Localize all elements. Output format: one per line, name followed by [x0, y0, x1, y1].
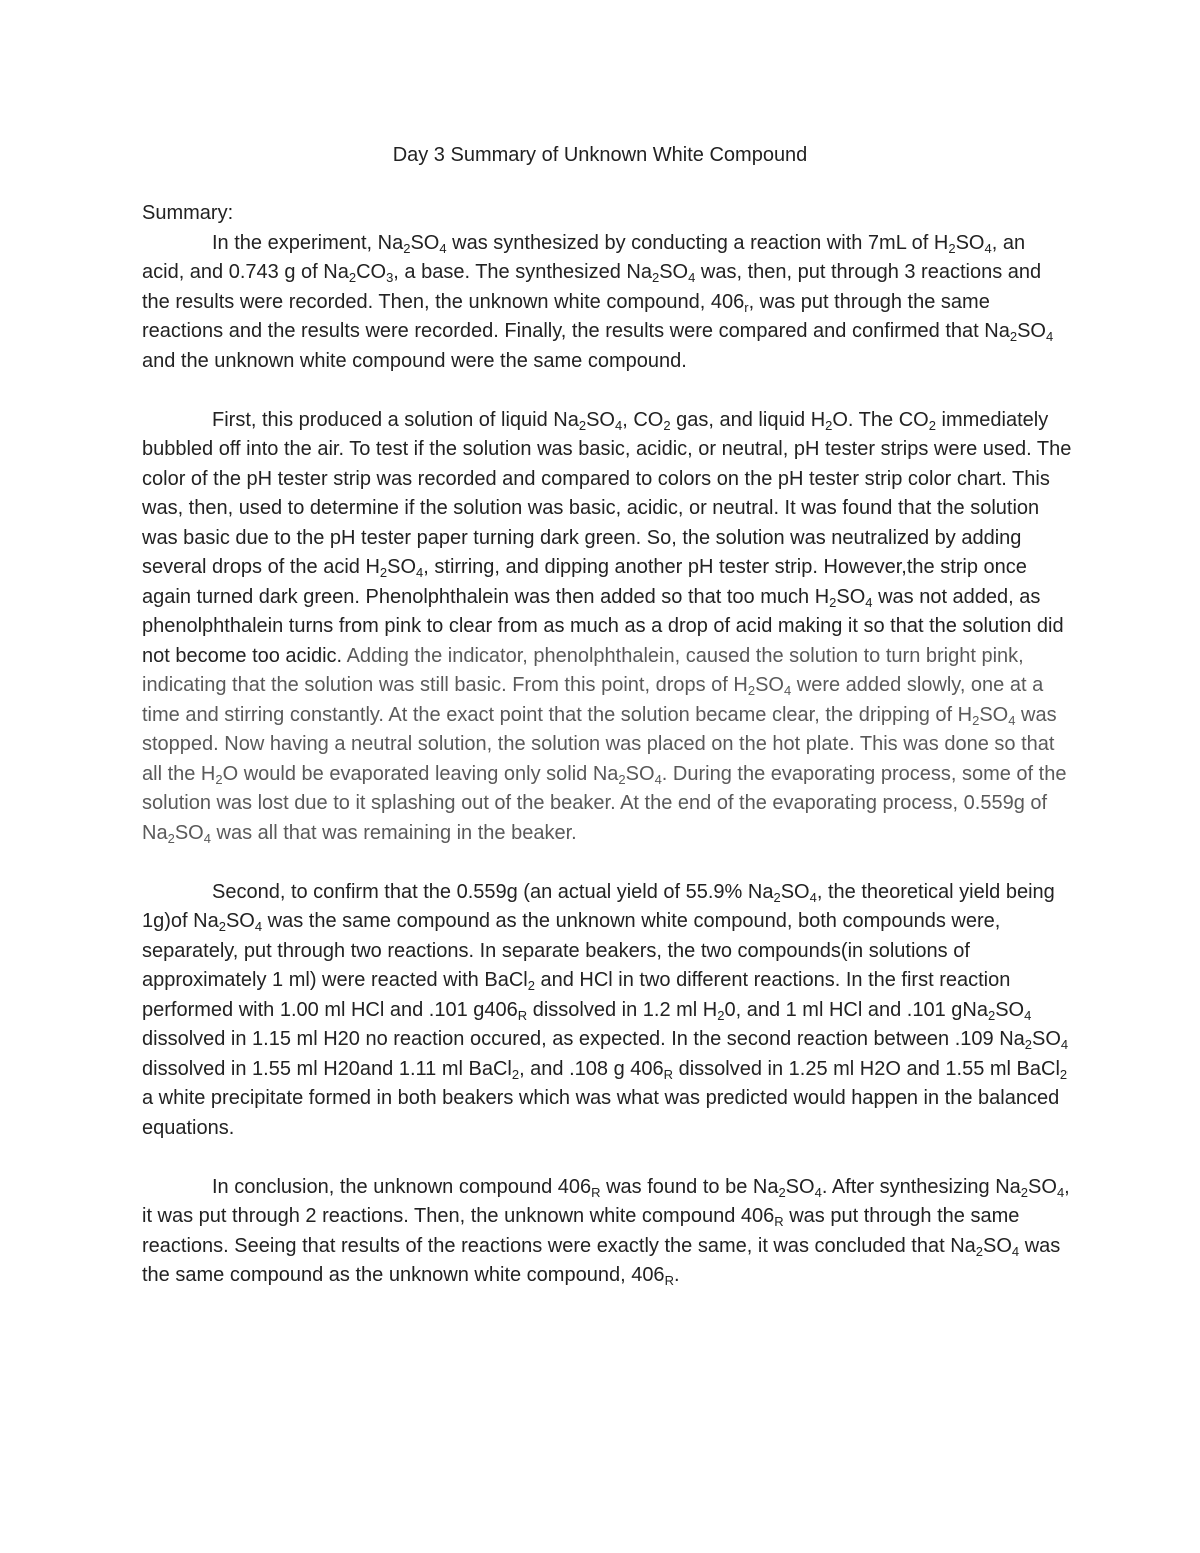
subscript-text: 2 [218, 919, 226, 934]
subscript-text: 2 [972, 712, 980, 728]
paragraph-spacer [142, 1143, 1072, 1173]
paragraph-text: and the unknown white compound were the same compound. [142, 349, 687, 372]
paragraph-text: . [673, 1264, 680, 1286]
subscript-text: 2 [825, 417, 833, 433]
subscript-text: 4 [203, 830, 211, 846]
paragraph-text: , a base. The synthesized Na [393, 261, 652, 283]
subscript-text: 2 [928, 417, 936, 433]
subscript-text: 4 [654, 771, 662, 787]
subscript-text: 2 [829, 594, 837, 610]
paragraph-text: SO [659, 261, 689, 283]
subscript-text: 2 [578, 417, 587, 433]
document-body [142, 199, 1072, 1291]
subscript-text: 2 [167, 830, 175, 846]
document-title: Day 3 Summary of Unknown White Compound [392, 144, 808, 166]
paragraph-text: O would be evaporated leaving only solid Na [222, 762, 619, 785]
paragraph-text: SO [1017, 320, 1046, 342]
subscript-text: 2 [215, 771, 223, 787]
subscript-text: 4 [1045, 329, 1054, 344]
subscript-text: 4 [783, 683, 792, 698]
subscript-text: 4 [809, 889, 817, 905]
subscript-text: 2 [527, 978, 535, 993]
subscript-text: 2 [651, 270, 660, 285]
paragraph-text: 0, and 1 ml HCl and .101 gNa [724, 998, 988, 1021]
subscript-text: 2 [987, 1007, 996, 1023]
paragraph-text: First, this produced a solution of liquid Na [212, 408, 579, 431]
paragraph-text: SO [995, 998, 1025, 1021]
subscript-text: 3 [386, 270, 394, 285]
subscript-text: 2 [618, 771, 626, 787]
paragraph-text: SO [1032, 1028, 1061, 1050]
subscript-text: R [591, 1184, 601, 1200]
paragraph-text: . During the evaporating process, some of the solution was lost due to it splashing out of the beaker. At the end of the evaporating process, 0.559g of Na [142, 762, 1067, 844]
subscript-text: 4 [615, 417, 623, 433]
paragraph-text: , the theoretical yield being 1g)of Na [142, 880, 1055, 932]
subscript-text: 4 [688, 270, 696, 285]
subscript-text: 4 [1056, 1184, 1065, 1200]
subscript-text: 4 [865, 594, 873, 610]
paragraph-text: SO [387, 556, 417, 578]
subscript-text: 2 [773, 889, 781, 905]
paragraph-intro [142, 229, 1072, 377]
subscript-text: 2 [511, 1066, 520, 1082]
paragraph-text: a white precipitate formed in both beakers which was what was predicted would happen in the balanced equations. [142, 1087, 1060, 1139]
paragraph-spacer [142, 848, 1072, 878]
paragraph-text: was synthesized by conducting a reaction with 7mL of H [446, 231, 949, 254]
subscript-text: 2 [717, 1007, 725, 1023]
subscript-text: 4 [1008, 712, 1016, 728]
paragraph-text: dissolved in 1.2 ml H [527, 998, 718, 1021]
paragraph-text: Adding the indicator, phenolphthalein, caused the solution to turn bright pink, indicating that the solution was still basic. From this point, drops of H [142, 644, 1024, 696]
paragraph-text: SO [780, 880, 810, 903]
paragraph-text: dissolved in 1.25 ml H2O and 1.55 ml BaCl [673, 1057, 1060, 1080]
paragraph-spacer [142, 376, 1072, 406]
subscript-text: 2 [348, 270, 357, 285]
paragraph-text: SO [586, 408, 615, 431]
paragraph-text: , CO [622, 408, 664, 431]
paragraph-text: were added slowly, one at a time and stirring constantly. At the exact point that the solution became clear, the dripping of H [142, 674, 1044, 726]
paragraph-text: , stirring, and dipping another pH tester strip. However,the strip once again turned dark green. Phenolphthalein was then added so that too much H [142, 556, 1027, 608]
subscript-text: 2 [403, 240, 411, 256]
subscript-text: R [517, 1007, 528, 1023]
subscript-text: 2 [778, 1184, 786, 1200]
paragraph-text: SO [174, 821, 204, 844]
subscript-text: 2 [1020, 1184, 1029, 1200]
subscript-text: 4 [416, 565, 424, 580]
subscript-text: 4 [1024, 1007, 1032, 1023]
subscript-text: 4 [1011, 1243, 1020, 1259]
paragraph-text: In the experiment, Na [212, 231, 404, 254]
paragraph-text: SO [225, 910, 255, 932]
subscript-text: 4 [1060, 1037, 1069, 1052]
paragraph-conclusion [142, 1173, 1072, 1291]
paragraph-text: , was put through the same reactions and the results were recorded. Finally, the results were compared and confirmed that Na [142, 290, 1010, 342]
paragraph-text: . After synthesizing Na [821, 1175, 1021, 1198]
subscript-text: 4 [814, 1184, 822, 1200]
paragraph-text: dissolved in 1.15 ml H20 no reaction occured, as expected. In the second reaction between .109 Na [142, 1028, 1025, 1050]
paragraph-text: gas, and liquid H [670, 408, 826, 431]
subscript-text: 4 [984, 240, 992, 256]
paragraph-text: , it was put through 2 reactions. Then, the unknown white compound 406 [142, 1175, 1070, 1227]
paragraph-text: SO [410, 231, 440, 254]
paragraph-text: In conclusion, the unknown compound 406 [212, 1175, 592, 1198]
subscript-text: 2 [948, 240, 956, 256]
subscript-text: 2 [747, 683, 756, 698]
paragraph-text: , and .108 g 406 [519, 1057, 664, 1080]
paragraph-text: SO [1028, 1175, 1057, 1198]
paragraph-text: SO [836, 585, 866, 608]
paragraph-text: SO [755, 674, 784, 696]
subscript-text: 2 [1059, 1066, 1068, 1082]
paragraph-text: was the same compound as the unknown white compound, 406 [142, 1234, 1061, 1286]
summary-label: Summary: [142, 202, 234, 224]
paragraph-text: CO [356, 261, 387, 283]
paragraph-text: was all that was remaining in the beaker. [210, 821, 577, 844]
paragraph-text: and HCl in two different reactions. In the first reaction performed with 1.00 ml HCl and .101 g406 [142, 969, 1011, 1021]
paragraph-text: Second, to confirm that the 0.559g (an actual yield of 55.9% Na [212, 880, 774, 903]
paragraph-text: was the same compound as the unknown white compound, both compounds were, separately, put through two reactions. In separate beakers, the two compounds(in solutions of approximately 1 ml) were reacted with BaCl [142, 910, 1001, 991]
subscript-text: r [744, 299, 749, 315]
paragraph-text: was found to be Na [600, 1175, 779, 1198]
subscript-text: 2 [379, 565, 388, 580]
paragraph-text: was not added, as phenolphthalein turns from pink to clear from as much as a drop of acid making it so that the solution did not become too acidic. [142, 585, 1064, 667]
paragraph-text: SO [983, 1234, 1012, 1257]
paragraph-text: , an acid, and 0.743 g of Na [142, 231, 1026, 283]
paragraph-text: SO [979, 703, 1009, 726]
paragraph-text: was put through the same reactions. Seeing that results of the reactions were exactly the same, it was concluded that Na [142, 1205, 1020, 1257]
paragraph-text: immediately bubbled off into the air. To test if the solution was basic, acidic, or neutral, pH tester strips were used. The color of the pH tester strip was recorded and compared to colors on the pH tester strip color chart. This was, then, used to determine if the solution was basic, acidic, or neutral. It was found that the solution was basic due to the pH tester paper turning dark green. So, the solution was neutralized by adding several drops of the acid H [142, 408, 1072, 578]
paragraph-text: was stopped. Now having a neutral solution, the solution was placed on the hot plate. This was done so that all the H [142, 703, 1057, 785]
subscript-text: R [664, 1273, 674, 1288]
subscript-text: R [774, 1214, 784, 1229]
subscript-text: 4 [439, 240, 447, 256]
subscript-text: 2 [1009, 329, 1018, 344]
paragraph-text: SO [785, 1175, 815, 1198]
paragraph-text: dissolved in 1.55 ml H20and 1.11 ml BaCl [142, 1057, 512, 1080]
paragraph-text: SO [955, 231, 985, 254]
paragraph-first [142, 406, 1072, 849]
subscript-text: 2 [1024, 1037, 1032, 1052]
paragraph-text: SO [625, 762, 655, 785]
subscript-text: R [663, 1066, 674, 1082]
subscript-text: 4 [254, 919, 263, 934]
paragraph-text: O. The CO [832, 408, 929, 431]
subscript-text: 2 [975, 1243, 984, 1259]
subscript-text: 2 [663, 417, 671, 433]
paragraph-second [142, 878, 1072, 1144]
paragraph-text: was, then, put through 3 reactions and the results were recorded. Then, the unknown white compound, 406 [142, 261, 1042, 313]
